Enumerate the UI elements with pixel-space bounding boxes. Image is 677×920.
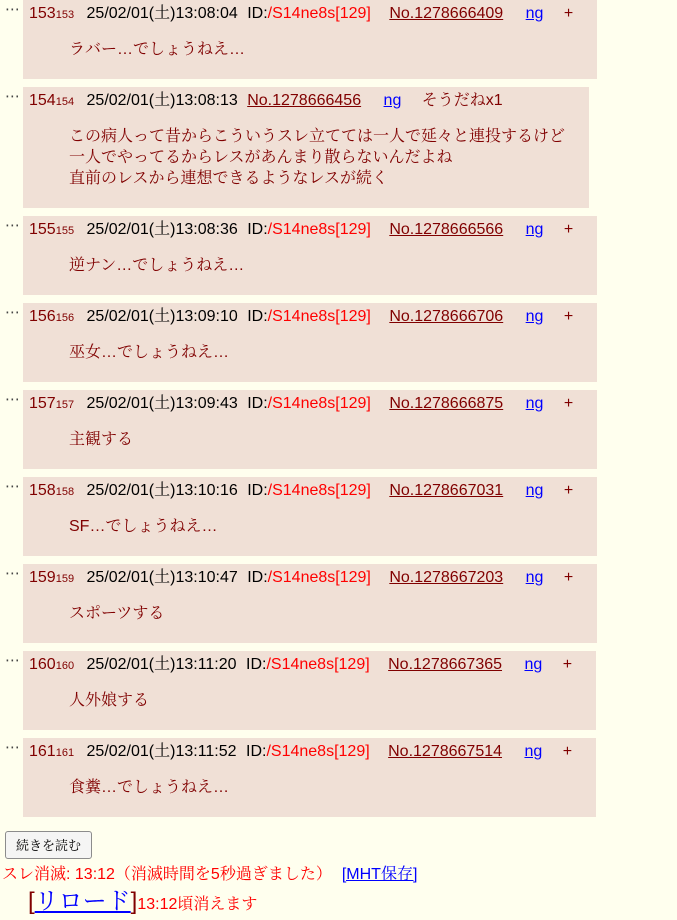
- sodane-plus-button[interactable]: +: [563, 221, 574, 238]
- post-menu-marker[interactable]: ⋯: [5, 478, 20, 495]
- post-datetime: 25/02/01(土)13:11:52: [86, 743, 237, 760]
- post-seq-number: 153: [29, 5, 56, 22]
- post-menu-marker[interactable]: ⋯: [5, 565, 20, 582]
- post-datetime: 25/02/01(土)13:08:36: [86, 221, 238, 238]
- post-menu-marker[interactable]: ⋯: [5, 217, 20, 234]
- post-body-line: 一人でやってるからレスがあんまり散らないんだよね: [69, 149, 453, 166]
- post-number-link[interactable]: No.1278667365: [388, 656, 503, 673]
- post-row: [0, 477, 677, 556]
- post-number-link[interactable]: No.1278667031: [389, 482, 504, 499]
- post-header: [29, 91, 565, 112]
- post-row: [0, 738, 677, 817]
- post-body-line: 直前のレスから連想できるようなレスが続く: [69, 170, 389, 187]
- post-id-label: ID:: [247, 221, 268, 238]
- post-row: [0, 651, 677, 730]
- post-number-link[interactable]: No.1278667514: [388, 743, 503, 760]
- post-header: [29, 394, 573, 415]
- post-header: [29, 481, 573, 502]
- reload-line: [28, 887, 677, 920]
- post-seq-number: 157: [29, 395, 56, 412]
- sodane-plus-button[interactable]: +: [562, 743, 573, 760]
- post: [23, 216, 597, 295]
- sodane-plus-button[interactable]: +: [563, 395, 574, 412]
- post-body: [69, 516, 573, 537]
- post-datetime: 25/02/01(土)13:08:04: [86, 5, 238, 22]
- post-seq-number-small: 160: [55, 660, 75, 672]
- post-number-link[interactable]: No.1278666875: [389, 395, 504, 412]
- ng-link[interactable]: ng: [383, 92, 402, 109]
- read-more-button[interactable]: 続きを読む: [5, 831, 92, 859]
- ng-link[interactable]: ng: [525, 5, 544, 22]
- post-number-link[interactable]: No.1278667203: [389, 569, 504, 586]
- post-body-line: スポーツする: [69, 605, 165, 622]
- post-id-value: /S14ne8s[129]: [267, 5, 371, 22]
- post-menu-marker[interactable]: ⋯: [5, 652, 20, 669]
- post-seq-number-small: 159: [55, 573, 75, 585]
- post-id-label: ID:: [247, 395, 268, 412]
- post-seq-number: 161: [29, 743, 56, 760]
- post-id-value: /S14ne8s[129]: [267, 395, 371, 412]
- post-seq-number-small: 157: [55, 399, 75, 411]
- post-body-line: 逆ナン…でしょうねえ…: [69, 257, 245, 274]
- post-menu-marker[interactable]: ⋯: [5, 88, 20, 105]
- ng-link[interactable]: ng: [525, 395, 544, 412]
- post-body: [69, 777, 572, 798]
- post-seq-number: 155: [29, 221, 56, 238]
- post-id-value: /S14ne8s[129]: [267, 308, 371, 325]
- post-body-line: 巫女…でしょうねえ…: [69, 344, 230, 361]
- post: [23, 390, 597, 469]
- post-body-line: SF…でしょうねえ…: [69, 518, 218, 535]
- post-body: [69, 342, 573, 363]
- ng-link[interactable]: ng: [525, 221, 544, 238]
- post-header: [29, 4, 573, 25]
- post: [23, 564, 597, 643]
- reload-note: 13:12頃消えます: [137, 896, 258, 913]
- post-datetime: 25/02/01(土)13:10:16: [86, 482, 238, 499]
- post-seq-number: 154: [29, 92, 56, 109]
- post-header: [29, 568, 573, 589]
- post-seq-number-small: 153: [55, 9, 75, 21]
- post: [23, 87, 589, 208]
- post-menu-marker[interactable]: ⋯: [5, 391, 20, 408]
- post: [23, 651, 596, 730]
- post-menu-marker[interactable]: ⋯: [5, 1, 20, 18]
- post-number-link[interactable]: No.1278666456: [247, 92, 362, 109]
- post-body-line: この病人って昔からこういうスレ立てては一人で延々と連投するけど: [69, 128, 566, 145]
- post: [23, 303, 597, 382]
- sodane-plus-button[interactable]: +: [563, 482, 574, 499]
- post-row: [0, 564, 677, 643]
- post-seq-number-small: 156: [55, 312, 75, 324]
- post-datetime: 25/02/01(土)13:08:13: [86, 92, 238, 109]
- post-id-value: /S14ne8s[129]: [267, 569, 371, 586]
- post-seq-number-small: 154: [55, 96, 75, 108]
- post-row: [0, 216, 677, 295]
- post-menu-marker[interactable]: ⋯: [5, 739, 20, 756]
- post-body: [69, 255, 573, 276]
- ng-link[interactable]: ng: [524, 656, 543, 673]
- post-id-value: /S14ne8s[129]: [266, 656, 370, 673]
- post-body: [69, 39, 573, 60]
- post: [23, 0, 597, 79]
- ng-link[interactable]: ng: [525, 569, 544, 586]
- expire-text: スレ消滅: 13:12（消滅時間を5秒過ぎました）: [2, 866, 332, 883]
- sodane-count[interactable]: そうだねx1: [421, 92, 503, 109]
- post-seq-number: 156: [29, 308, 56, 325]
- post-seq-number-small: 155: [55, 225, 75, 237]
- sodane-plus-button[interactable]: +: [563, 5, 574, 22]
- reload-bracket-left: [: [28, 888, 35, 915]
- post-datetime: 25/02/01(土)13:10:47: [86, 569, 238, 586]
- ng-link[interactable]: ng: [525, 482, 544, 499]
- post-datetime: 25/02/01(土)13:11:20: [86, 656, 237, 673]
- reload-link[interactable]: リロード: [34, 888, 131, 915]
- post-body-line: ラバー…でしょうねえ…: [69, 41, 246, 58]
- post-body: [69, 603, 573, 624]
- expire-line: [2, 864, 677, 886]
- post-id-label: ID:: [246, 743, 267, 760]
- post-row: [0, 0, 677, 79]
- post-id-label: ID:: [247, 308, 268, 325]
- mht-save-link[interactable]: [MHT保存]: [341, 866, 418, 883]
- post-body: [69, 126, 565, 189]
- post-id-value: /S14ne8s[129]: [266, 743, 370, 760]
- post-row: [0, 390, 677, 469]
- post-header: [29, 742, 572, 763]
- thread-footer: [0, 825, 677, 920]
- post: [23, 477, 597, 556]
- post-body: [69, 429, 573, 450]
- post-body-line: 人外娘する: [69, 692, 150, 709]
- post-seq-number-small: 161: [55, 747, 75, 759]
- post-id-label: ID:: [246, 656, 267, 673]
- post-body-line: 主観する: [69, 431, 134, 448]
- post-datetime: 25/02/01(土)13:09:10: [86, 308, 238, 325]
- post-id-label: ID:: [247, 5, 268, 22]
- sodane-plus-button[interactable]: +: [563, 308, 574, 325]
- post-menu-marker[interactable]: ⋯: [5, 304, 20, 321]
- post-id-label: ID:: [247, 482, 268, 499]
- post-header: [29, 307, 573, 328]
- post-row: [0, 87, 677, 208]
- post-id-value: /S14ne8s[129]: [267, 482, 371, 499]
- sodane-plus-button[interactable]: +: [563, 569, 574, 586]
- reload-bracket-right: ]: [130, 888, 138, 915]
- post-body-line: 食糞…でしょうねえ…: [69, 779, 230, 796]
- post-seq-number-small: 158: [55, 486, 75, 498]
- post-body: [69, 690, 572, 711]
- post-number-link[interactable]: No.1278666706: [389, 308, 504, 325]
- sodane-plus-button[interactable]: +: [562, 656, 573, 673]
- post-header: [29, 220, 573, 241]
- post: [23, 738, 596, 817]
- post-id-label: ID:: [247, 569, 268, 586]
- post-header: [29, 655, 572, 676]
- ng-link[interactable]: ng: [525, 308, 544, 325]
- post-seq-number: 160: [29, 656, 56, 673]
- post-seq-number: 159: [29, 569, 56, 586]
- post-id-value: /S14ne8s[129]: [267, 221, 371, 238]
- ng-link[interactable]: ng: [524, 743, 543, 760]
- post-datetime: 25/02/01(土)13:09:43: [86, 395, 238, 412]
- post-number-link[interactable]: No.1278666409: [389, 5, 504, 22]
- post-row: [0, 303, 677, 382]
- post-number-link[interactable]: No.1278666566: [389, 221, 504, 238]
- post-seq-number: 158: [29, 482, 56, 499]
